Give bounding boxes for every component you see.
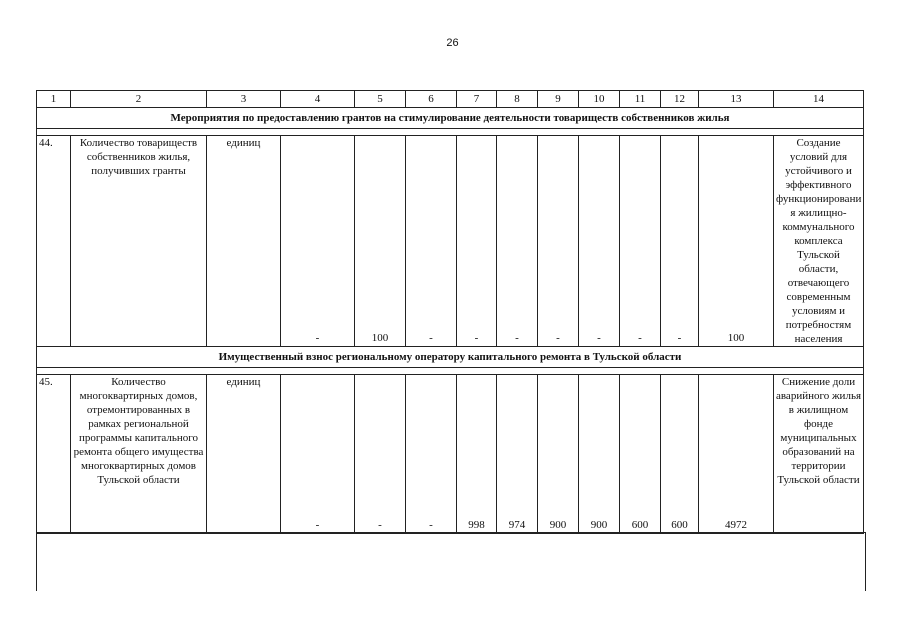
value-cell [661, 136, 699, 347]
column-number: 4 [281, 91, 355, 108]
spacer-cell [37, 368, 864, 375]
value-cell [620, 375, 661, 534]
value: - [556, 332, 560, 344]
table-row [37, 375, 864, 534]
value-cell [620, 136, 661, 347]
value: 100 [371, 332, 389, 344]
value: 4972 [725, 519, 747, 531]
value-cell [699, 136, 774, 347]
column-number: 12 [661, 91, 699, 108]
column-number: 1 [37, 91, 71, 108]
value-cell [281, 136, 355, 347]
value-cell [457, 136, 497, 347]
column-number: 14 [774, 91, 864, 108]
value: - [638, 332, 642, 344]
value-cell [538, 136, 579, 347]
value-cell [579, 136, 620, 347]
indicator-name: Количество многоквартирных домов, отремонтированных в рамках региональной программы капитального ремонта общего имущества многоквартирных домов Тульской области [71, 375, 207, 534]
unit-of-measure: единиц [207, 375, 281, 534]
value-cell [457, 375, 497, 534]
column-number: 13 [699, 91, 774, 108]
column-number: 5 [355, 91, 406, 108]
column-number-row [37, 91, 864, 108]
value-cell [355, 375, 406, 534]
value-cell [699, 375, 774, 534]
column-number: 11 [620, 91, 661, 108]
column-number: 6 [406, 91, 457, 108]
value: - [429, 519, 433, 531]
column-number: 7 [457, 91, 497, 108]
column-number: 10 [579, 91, 620, 108]
value: - [315, 332, 320, 344]
column-number: 3 [207, 91, 281, 108]
value: 600 [631, 519, 649, 531]
table-continuation [36, 532, 866, 591]
expected-result: Снижение доли аварийного жилья в жилищном фонде муниципальных образований на территории Тульской области [774, 375, 864, 534]
section-title: Имущественный взнос региональному оператору капитального ремонта в Тульской области [37, 347, 864, 368]
value: 900 [590, 519, 608, 531]
spacer-cell [37, 129, 864, 136]
expected-result: Создание условий для устойчивого и эффективного функционировани я жилищно-коммунального комплекса Тульской области, отвечающего современным условиям и потребностям населения [774, 136, 864, 347]
value: - [429, 332, 433, 344]
value-cell [281, 375, 355, 534]
value: - [677, 332, 682, 344]
column-number: 2 [71, 91, 207, 108]
column-number: 8 [497, 91, 538, 108]
value: - [597, 332, 601, 344]
section-title: Мероприятия по предоставлению грантов на стимулирование деятельности товариществ собственников жилья [37, 108, 864, 129]
row-number: 44. [37, 136, 71, 347]
value-cell [406, 136, 457, 347]
section-spacer [37, 129, 864, 136]
value: - [474, 332, 479, 344]
table-row [37, 136, 864, 347]
value-cell [661, 375, 699, 534]
row-number: 45. [37, 375, 71, 534]
section-spacer [37, 368, 864, 375]
indicators-table [36, 90, 864, 534]
value-cell [497, 375, 538, 534]
unit-of-measure: единиц [207, 136, 281, 347]
value-cell [355, 136, 406, 347]
value-cell [538, 375, 579, 534]
value: - [315, 519, 320, 531]
value: 998 [468, 519, 485, 531]
column-number: 9 [538, 91, 579, 108]
value: - [378, 519, 382, 531]
indicator-name: Количество товариществ собственников жилья, получивших гранты [71, 136, 207, 347]
value: 100 [727, 332, 745, 344]
value: 600 [671, 519, 688, 531]
value-cell [406, 375, 457, 534]
section-heading-row [37, 347, 864, 368]
page-number: 26 [446, 37, 459, 49]
section-heading-row [37, 108, 864, 129]
value: - [515, 332, 519, 344]
value: 900 [549, 519, 567, 531]
value: 974 [508, 519, 526, 531]
value-cell [497, 136, 538, 347]
value-cell [579, 375, 620, 534]
